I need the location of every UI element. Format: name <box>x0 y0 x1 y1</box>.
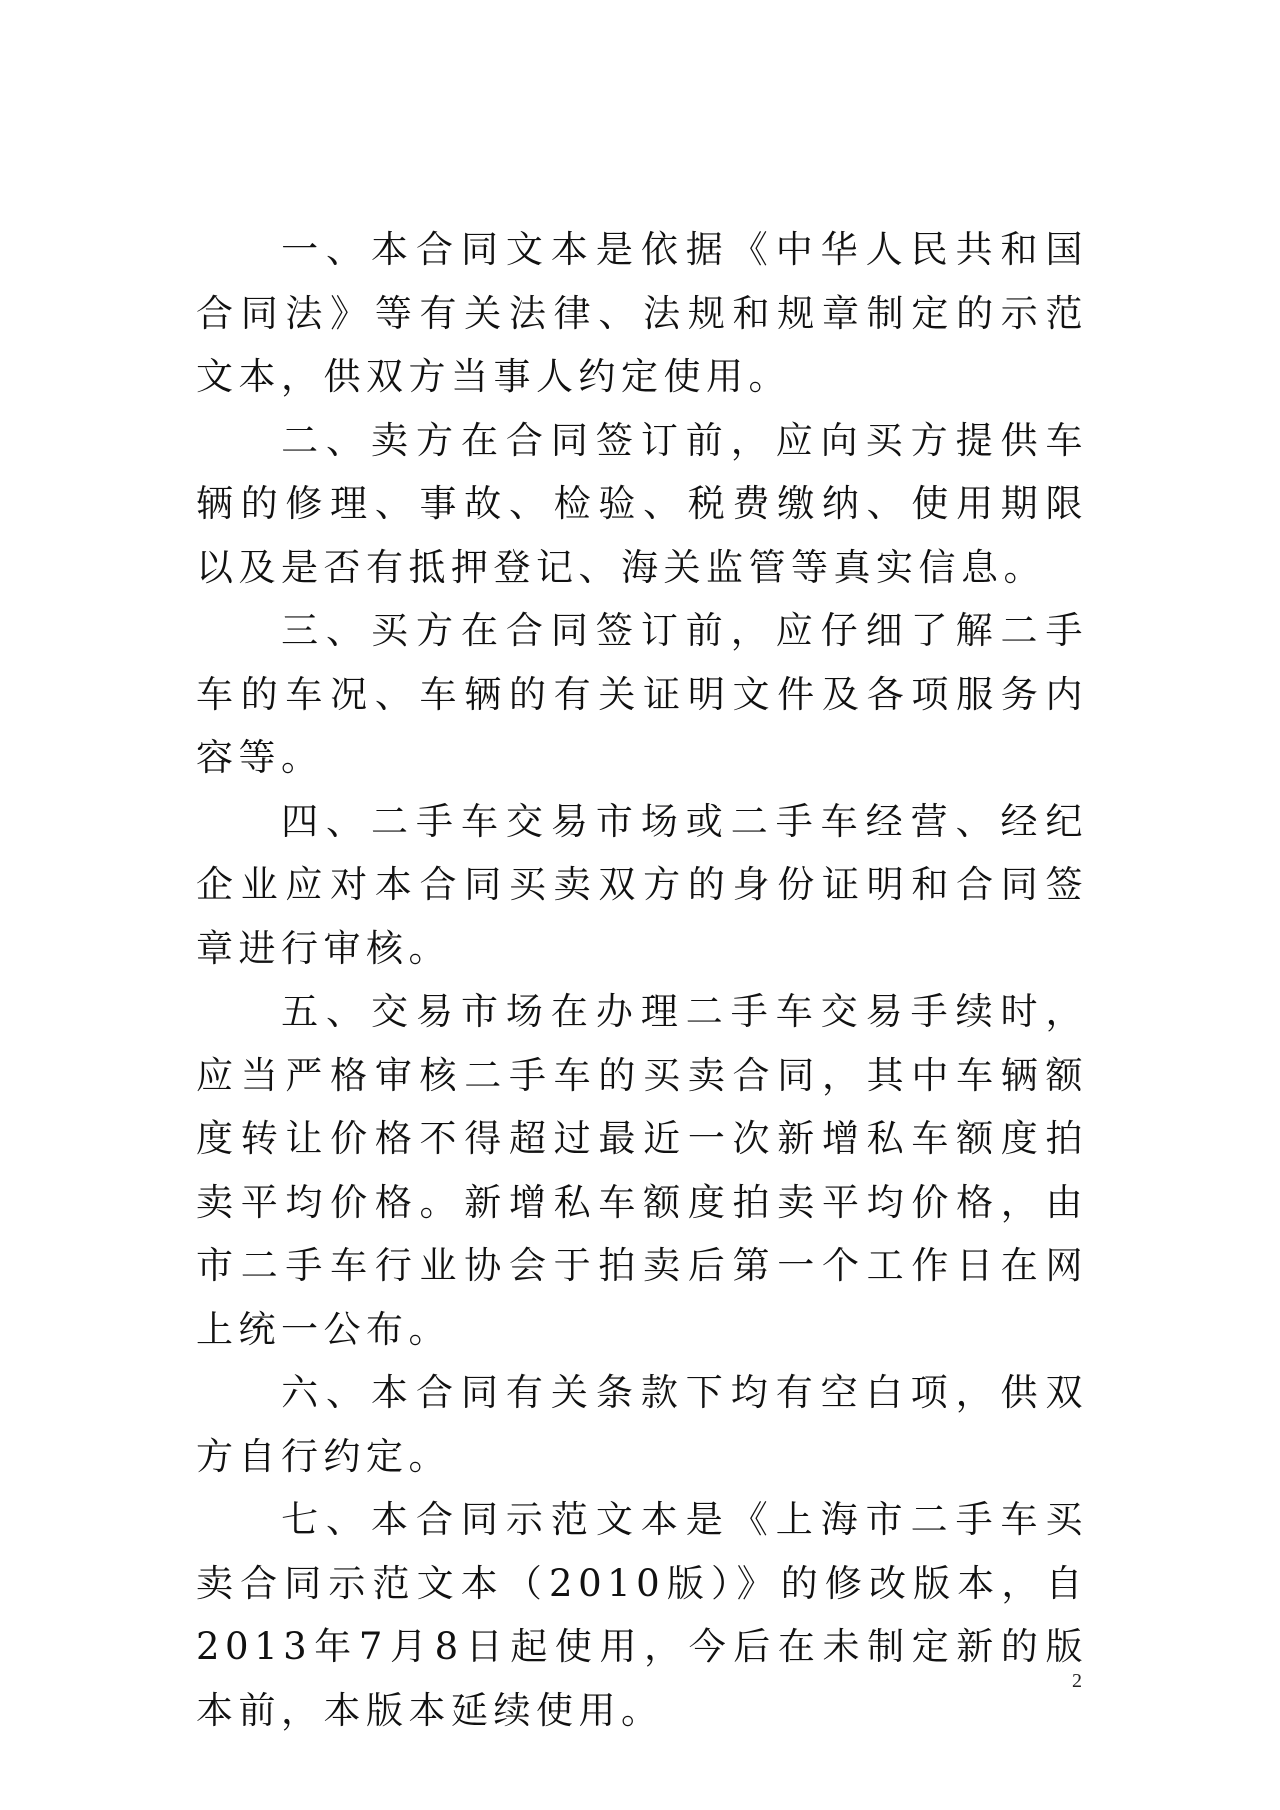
paragraph-3: 三、买方在合同签订前，应仔细了解二手车的车况、车辆的有关证明文件及各项服务内容等。 <box>196 609 1088 779</box>
paragraph-4: 四、二手车交易市场或二手车经营、经纪企业应对本合同买卖双方的身份证明和合同签章进行审核。 <box>196 799 1088 970</box>
paragraph-6: 六、本合同有关条款下均有空白项，供双方自行约定。 <box>196 1371 1088 1478</box>
paragraph-7: 七、本合同示范文本是《上海市二手车买卖合同示范文本（2010版）》的修改版本，自2013年7月8日起使用，今后在未制定新的版本前，本版本延续使用。 <box>196 1498 1088 1732</box>
document-body <box>196 218 1088 1742</box>
paragraph-2: 二、卖方在合同签订前，应向买方提供车辆的修理、事故、检验、税费缴纳、使用期限以及是否有抵押登记、海关监管等真实信息。 <box>196 418 1088 589</box>
page-number: 2 <box>1072 1670 1082 1692</box>
paragraph-5: 五、交易市场在办理二手车交易手续时，应当严格审核二手车的买卖合同，其中车辆额度转让价格不得超过最近一次新增私车额度拍卖平均价格。新增私车额度拍卖平均价格，由市二手车行业协会于拍卖后第一个工作日在网上统一公布。 <box>196 990 1088 1351</box>
paragraph-1: 一、本合同文本是依据《中华人民共和国合同法》等有关法律、法规和规章制定的示范文本，供双方当事人约定使用。 <box>196 228 1088 398</box>
